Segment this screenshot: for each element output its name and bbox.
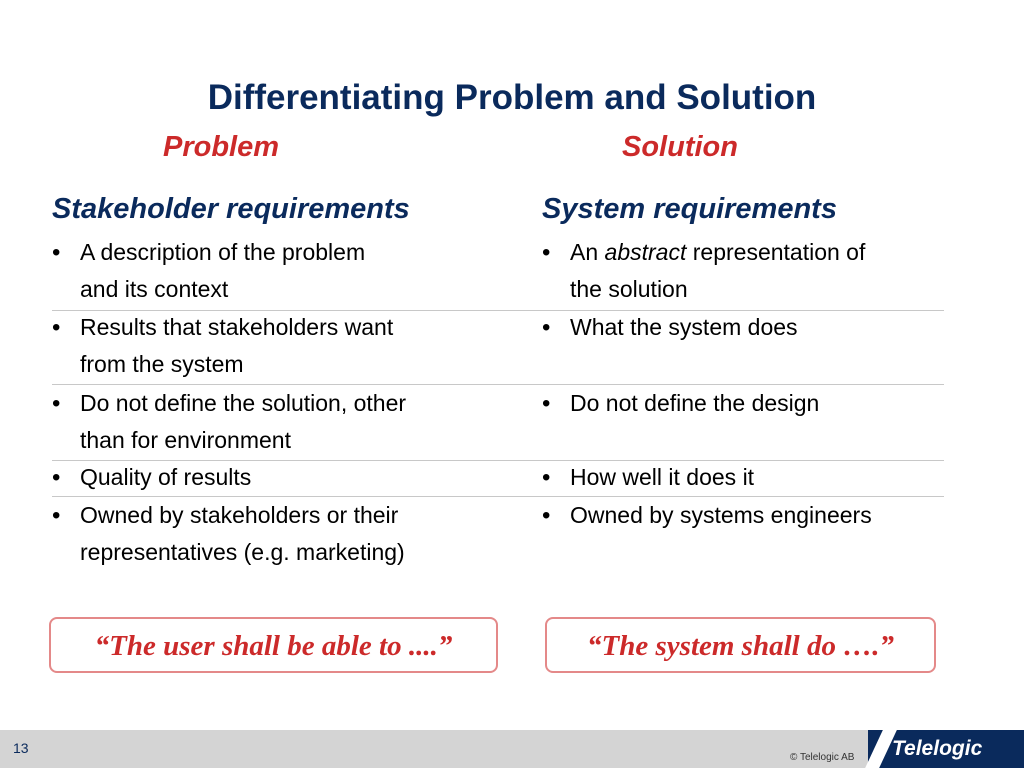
bullet-icon: • [542,239,551,266]
user-quote-box: “The user shall be able to ....” [49,617,498,673]
item-text-line: A description of the problem [80,239,366,265]
slide-footer [0,730,1024,768]
item-text-line: Quality of results [80,464,252,490]
item-text-line: the solution [570,276,688,302]
text-plain: representation of [686,239,866,265]
bullet-icon: • [52,239,61,266]
item-text-line: Owned by stakeholders or their [80,502,399,528]
copyright-text: © Telelogic AB [790,752,855,763]
system-requirements-heading: System requirements [542,193,837,225]
bullet-icon: • [52,390,61,417]
logo-wordmark: Telelogic [892,737,983,760]
page-number: 13 [13,740,29,756]
problem-label: Problem [163,131,280,163]
item-text-line: Do not define the solution, other [80,390,407,416]
item-text-line: How well it does it [570,464,755,490]
bullet-icon: • [52,314,61,341]
item-text-line: from the system [80,351,244,377]
bullet-icon: • [52,502,61,529]
item-text-line [570,234,865,271]
bullet-icon: • [542,464,551,491]
system-quote-box: “The system shall do ….” [545,617,936,673]
item-text-line: than for environment [80,427,291,453]
item-text-line: Do not define the design [570,390,820,416]
bullet-icon: • [542,502,551,529]
slide-title: Differentiating Problem and Solution [207,78,817,117]
item-text-line: representatives (e.g. marketing) [80,539,405,565]
text-emphasis: abstract [604,239,687,265]
bullet-icon: • [52,464,61,491]
item-text-line: Results that stakeholders want [80,314,394,340]
item-text-line: Owned by systems engineers [570,502,872,528]
solution-label: Solution [622,131,738,163]
text-plain: An [570,239,605,265]
bullet-icon: • [542,314,551,341]
telelogic-logo [868,730,1024,768]
item-text-line: and its context [80,276,229,302]
stakeholder-requirements-heading: Stakeholder requirements [52,193,410,225]
bullet-icon: • [542,390,551,417]
item-text-line: What the system does [570,314,798,340]
